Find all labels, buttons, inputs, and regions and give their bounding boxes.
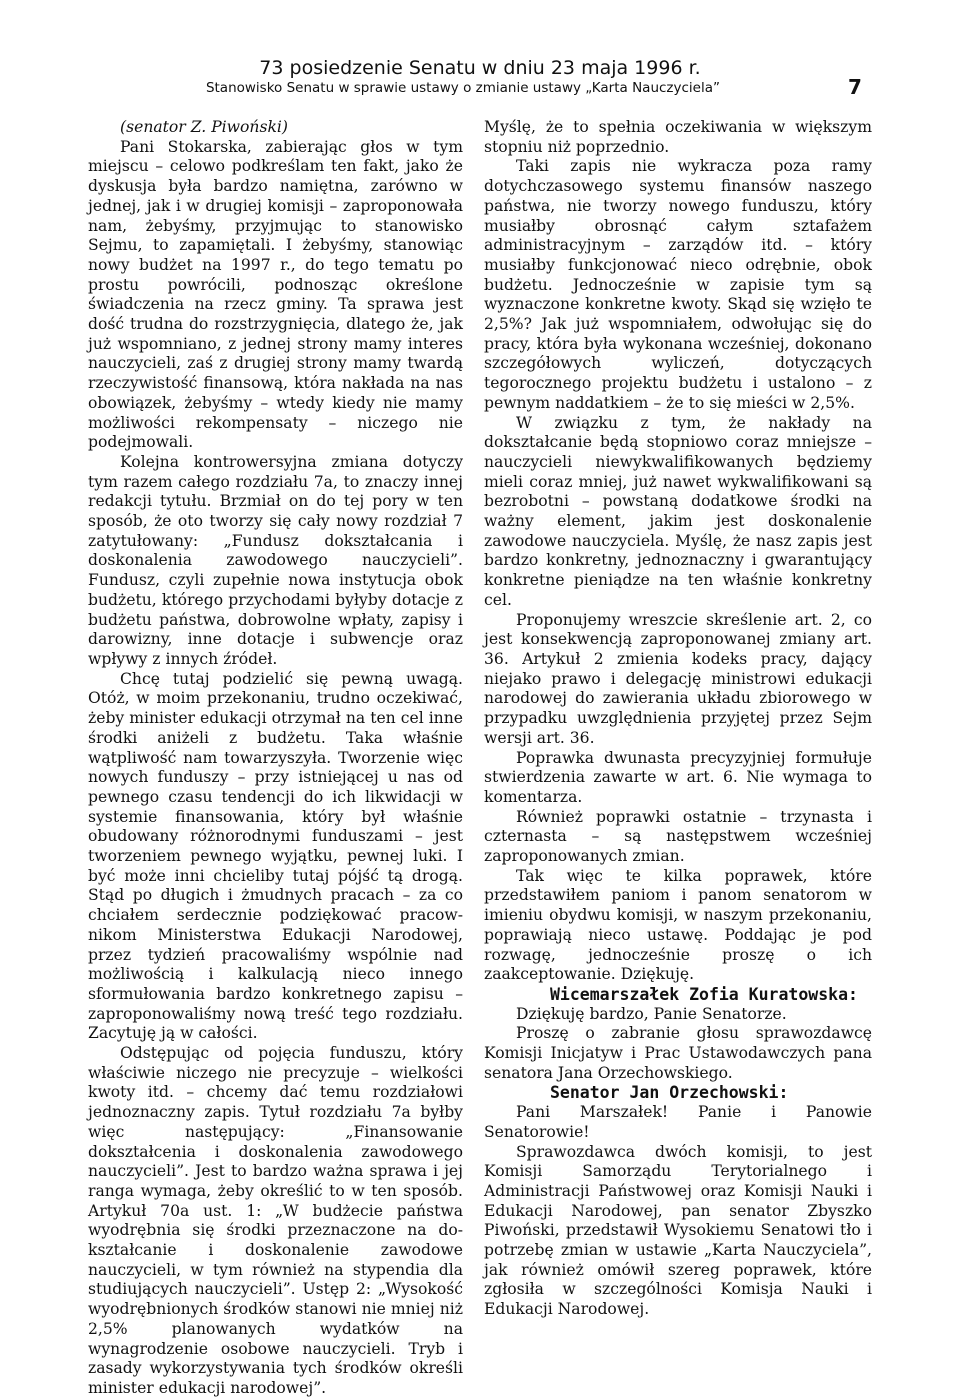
session-title: 73 posiedzenie Senatu w dniu 23 maja 1996 r. xyxy=(259,57,701,79)
paragraph: Chcę tutaj podzielić się pewną uwagą. Otóż, w moim przekonaniu, trudno oczekiwać, żeby minister edukacji otrzymał na ten cel inne środki aniżeli z budżetu. Taka właśnie wątpliwość nam towarzyszyła. Tworzenie więc nowych funduszy – przy istniejącej u nas od pewnego czasu tendencji do ich likwidacji w systemie finansowania, który był właśnie obudowany różnorodnymi funduszami – jest tworzeniem pewnego wyjątku, pewnej luki. I być może inni chcieliby tutaj pójść tą drogą. Stąd po długich i żmudnych pracach – za co chciałem serdecznie podziękować pracownikom Ministerstwa Edukacji Narodowej, przez tydzień pracowaliśmy wspólnie nad możliwością i kalkulacją nieco innego sformułowania bardzo konkretnego zapisu – zaproponowaliśmy nową treść tego rozdziału. Zacytuję ją w całości. xyxy=(88,669,463,1043)
page-number: 7 xyxy=(848,75,862,99)
speaker-heading-kuratowska: Wicemarszałek Zofia Kuratowska: xyxy=(550,984,858,1004)
paragraph: Myślę, że to spełnia oczekiwania w większym stopniu niż poprzednio. xyxy=(484,118,872,156)
paragraph: Dziękuję bardzo, Panie Senatorze. xyxy=(516,1004,787,1023)
speaker-heading-orzechowski: Senator Jan Orzechowski: xyxy=(550,1083,789,1103)
paragraph: Poprawka dwunasta precyzyjniej formułuje stwierdzenia zawarte w art. 6. Nie wymaga to komentarza. xyxy=(484,748,872,806)
right-column xyxy=(484,118,872,1319)
paragraph: Proszę o zabranie głosu sprawozdawcę Komisji Inicjatyw i Prac Ustawodawczych pana senatora Jana Orzechowskiego. xyxy=(484,1024,872,1082)
paragraph: Odstępując od pojęcia funduszu, który właściwie niczego nie precyzuje – wielkości kwoty itd. – chcemy dać temu rozdziałowi jednoznaczny zapis. Tytuł rozdziału 7a byłby więc następujący: „Finansowanie dokształcenia i doskonalenia zawodowego nauczycieli”. Jest to bardzo ważna sprawa i jej ranga wymaga, żeby określić to w ten sposób. Artykuł 70a ust. 1: „W budżecie państwa wyodrębnia się środki przeznaczone na dokształcanie i doskonalenie zawodowe nauczycieli, w tym również na stypendia dla studiujących nauczycieli”. Ustęp 2: „Wysokość wyodrębnionych środków stanowi nie mniej niż 2,5% planowanych wydatków na wynagrodzenie osobowe nauczycieli. Tryb i zasady wykorzystywania tych środków określi minister edukacji narodowej”. xyxy=(88,1044,463,1397)
left-column xyxy=(88,118,463,1397)
paragraph: Również poprawki ostatnie – trzynasta i czternasta – są następstwem wcześniej zaproponowanych zmian. xyxy=(484,807,872,866)
paragraph: W związku z tym, że nakłady na dokształcanie będą stopniowo coraz mniejsze – nauczycieli niewykwalifikowanych będziemy mieli coraz mniej, już nawet wykwalifikowani są bezrobotni – powstaną dodatkowe środki na ważny element, jakim jest doskonalenie zawodowe nauczyciela. Myślę, że nasz zapis jest bardzo konkretny, jednoznaczny i gwarantujący konkretne pieniądze na ten właśnie konkretny cel. xyxy=(484,413,872,609)
paragraph: Tak więc te kilka poprawek, które przedstawiłem paniom i panom senatorom w imieniu obydwu komisji, w naszym przekonaniu, poprawiają nieco ustawę. Poddając je pod rozwagę, jednocześnie proszę o ich zaakceptowanie. Dziękuję. xyxy=(484,866,872,984)
paragraph: Pani Stokarska, zabierając głos w tym miejscu – celowo podkreślam ten fakt, jako że dyskusja była bardzo namiętna, zarówno w jednej, jak i w drugiej komisji – zaproponowała nam, żebyśmy, przyjmując to stanowisko Sejmu, to zapamiętali. I żebyśmy, stanowiąc nowy budżet na 1997 r., do tego tematu po prostu powrócili, podnosząc określone świadczenia na rzecz gminy. Ta sprawa jest dość trudna do rozstrzygnięcia, dlatego że, jak już wspomniano, z jednej strony mamy interes nauczycieli, zaś z drugiej strony mamy twardą rzeczywistość finansową, która nakłada na nas obowiązek, żebyśmy – wtedy kiedy nie mamy możliwości rekompensaty – niczego nie podejmowali. xyxy=(88,137,463,452)
session-subtitle: Stanowisko Senatu w sprawie ustawy o zmianie ustawy „Karta Nauczyciela” xyxy=(205,80,720,96)
paragraph: Pani Marszałek! Panie i Panowie Senatorowie! xyxy=(484,1103,872,1141)
paragraph: Taki zapis nie wykracza poza ramy dotychczasowego systemu finansów naszego państwa, nie tworzy nowego funduszu, który musiałby obrosnąć całym sztafażem administracyjnym – zarządów itd. – który musiałby funkcjonować nieco odrębnie, obok budżetu. Jednocześnie w zapisie tym są wyznaczone konkretne kwoty. Skąd się wzięło te 2,5%? Jak już wspomniałem, odwołując się do pracy, która była wykonana wcześniej, dokonano szczegółowych wyliczeń, dotyczących tegorocznego projektu budżetu i ustalono – z pewnym naddatkiem – że to się mieści w 2,5%. xyxy=(484,157,872,412)
speaker-note: (senator Z. Piwoński) xyxy=(120,118,288,136)
paragraph: Kolejna kontrowersyjna zmiana dotyczy tym razem całego rozdziału 7a, to znaczy innej redakcji tytułu. Brzmiał on do tej pory w ten sposób, że oto tworzy się cały nowy rozdział 7 zatytułowany: „Fundusz dokształcania i doskonalenia zawodowego nauczycieli”. Fundusz, czyli zupełnie nowa instytucja obok budżetu, którego przychodami byłyby dotacje z budżetu państwa, dobrowolne wpłaty, zapisy i darowizny, inne dotacje i subwencje oraz wpływy z innych źródeł. xyxy=(88,452,463,668)
paragraph: Proponujemy wreszcie skreślenie art. 2, co jest konsekwencją zaproponowanej zmiany art. 36. Artykuł 2 zmienia kodeks pracy, dający niejako prawo i delegację ministrowi edukacji narodowej do zawierania układu zbiorowego w przypadku uwzględnienia przyjętej przez Sejm wersji art. 36. xyxy=(484,610,872,747)
paragraph: Sprawozdawca dwóch komisji, to jest Komisji Samorządu Terytorialnego i Administracji Państwowej oraz Komisji Nauki i Edukacji Narodowej, pan senator Zbyszko Piwoński, przedstawił Wysokiemu Senatowi tło i potrzebę zmian w ustawie „Karta Nauczyciela”, jak również omówił szereg poprawek, które zgłosiła w szczególności Komisja Nauki i Edukacji Narodowej. xyxy=(484,1142,872,1319)
